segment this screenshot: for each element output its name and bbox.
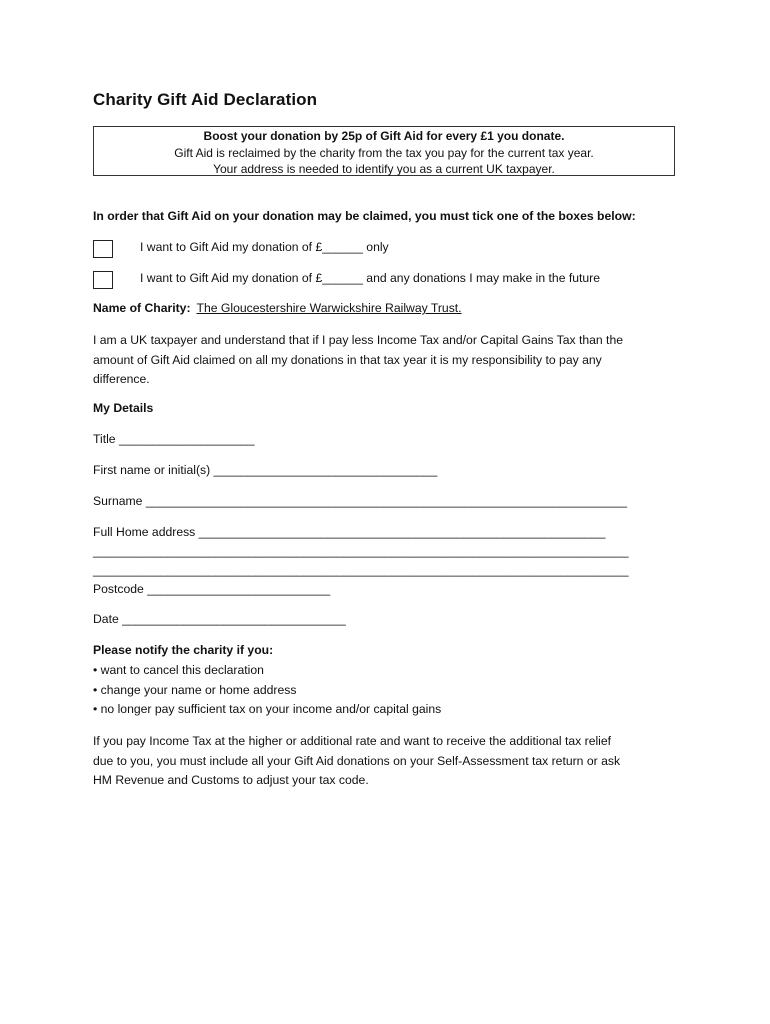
higher-rate-line: HM Revenue and Customs to adjust your tax code. (93, 773, 369, 787)
charity-name: The Gloucestershire Warwickshire Railway Trust. (196, 301, 462, 315)
higher-rate-line: If you pay Income Tax at the higher or additional rate and want to receive the additional tax relief (93, 734, 612, 748)
list-item: • change your name or home address (93, 682, 297, 697)
list-item: • want to cancel this declaration (93, 663, 264, 677)
home-address-field[interactable]: Full Home address ____________________________________________________________ (93, 525, 606, 539)
my-details-heading: My Details (93, 401, 154, 415)
declaration-line: amount of Gift Aid claimed on all my donations in that tax year it is my responsibility to pay any (93, 352, 602, 367)
charity-row (93, 301, 462, 315)
first-name-field[interactable]: First name or initial(s) _________________________________ (93, 463, 438, 477)
higher-rate-line: due to you, you must include all your Gift Aid donations on your Self-Assessment tax return or ask (93, 753, 621, 768)
taxpayer-declaration (93, 331, 677, 390)
home-address-line-2[interactable]: _______________________________________________________________________________ (93, 544, 629, 558)
tick-instruction: In order that Gift Aid on your donation may be claimed, you must tick one of the boxes below: (93, 209, 636, 223)
charity-label: Name of Charity: (93, 301, 191, 315)
notify-heading: Please notify the charity if you: (93, 643, 274, 657)
declaration-line: I am a UK taxpayer and understand that if I pay less Income Tax and/or Capital Gains Tax than the (93, 333, 624, 347)
option-all-donations-label: I want to Gift Aid my donation of £______ and any donations I may make in the future (140, 271, 601, 285)
higher-rate-note (93, 732, 677, 791)
title-field[interactable]: Title ____________________ (93, 432, 255, 446)
declaration-line: difference. (93, 372, 150, 386)
boost-headline: Boost your donation by 25p of Gift Aid for every £1 you donate. (203, 129, 565, 143)
postcode-field[interactable]: Postcode ___________________________ (93, 582, 331, 596)
option-all-donations-checkbox[interactable] (93, 271, 113, 289)
boost-info-box (93, 126, 675, 176)
boost-address-text: Your address is needed to identify you as a current UK taxpayer. (213, 162, 555, 176)
form-title: Charity Gift Aid Declaration (93, 90, 318, 109)
option-donation-only-label: I want to Gift Aid my donation of £______ only (140, 240, 389, 254)
surname-field[interactable]: Surname _______________________________________________________________________ (93, 494, 628, 508)
option-donation-only-checkbox[interactable] (93, 240, 113, 258)
home-address-line-3[interactable]: _______________________________________________________________________________ (93, 563, 629, 577)
list-item: • no longer pay sufficient tax on your income and/or capital gains (93, 702, 442, 717)
boost-reclaim-text: Gift Aid is reclaimed by the charity from the tax you pay for the current tax year. (174, 145, 594, 160)
notify-list (93, 661, 441, 720)
date-field[interactable]: Date _________________________________ (93, 612, 346, 626)
